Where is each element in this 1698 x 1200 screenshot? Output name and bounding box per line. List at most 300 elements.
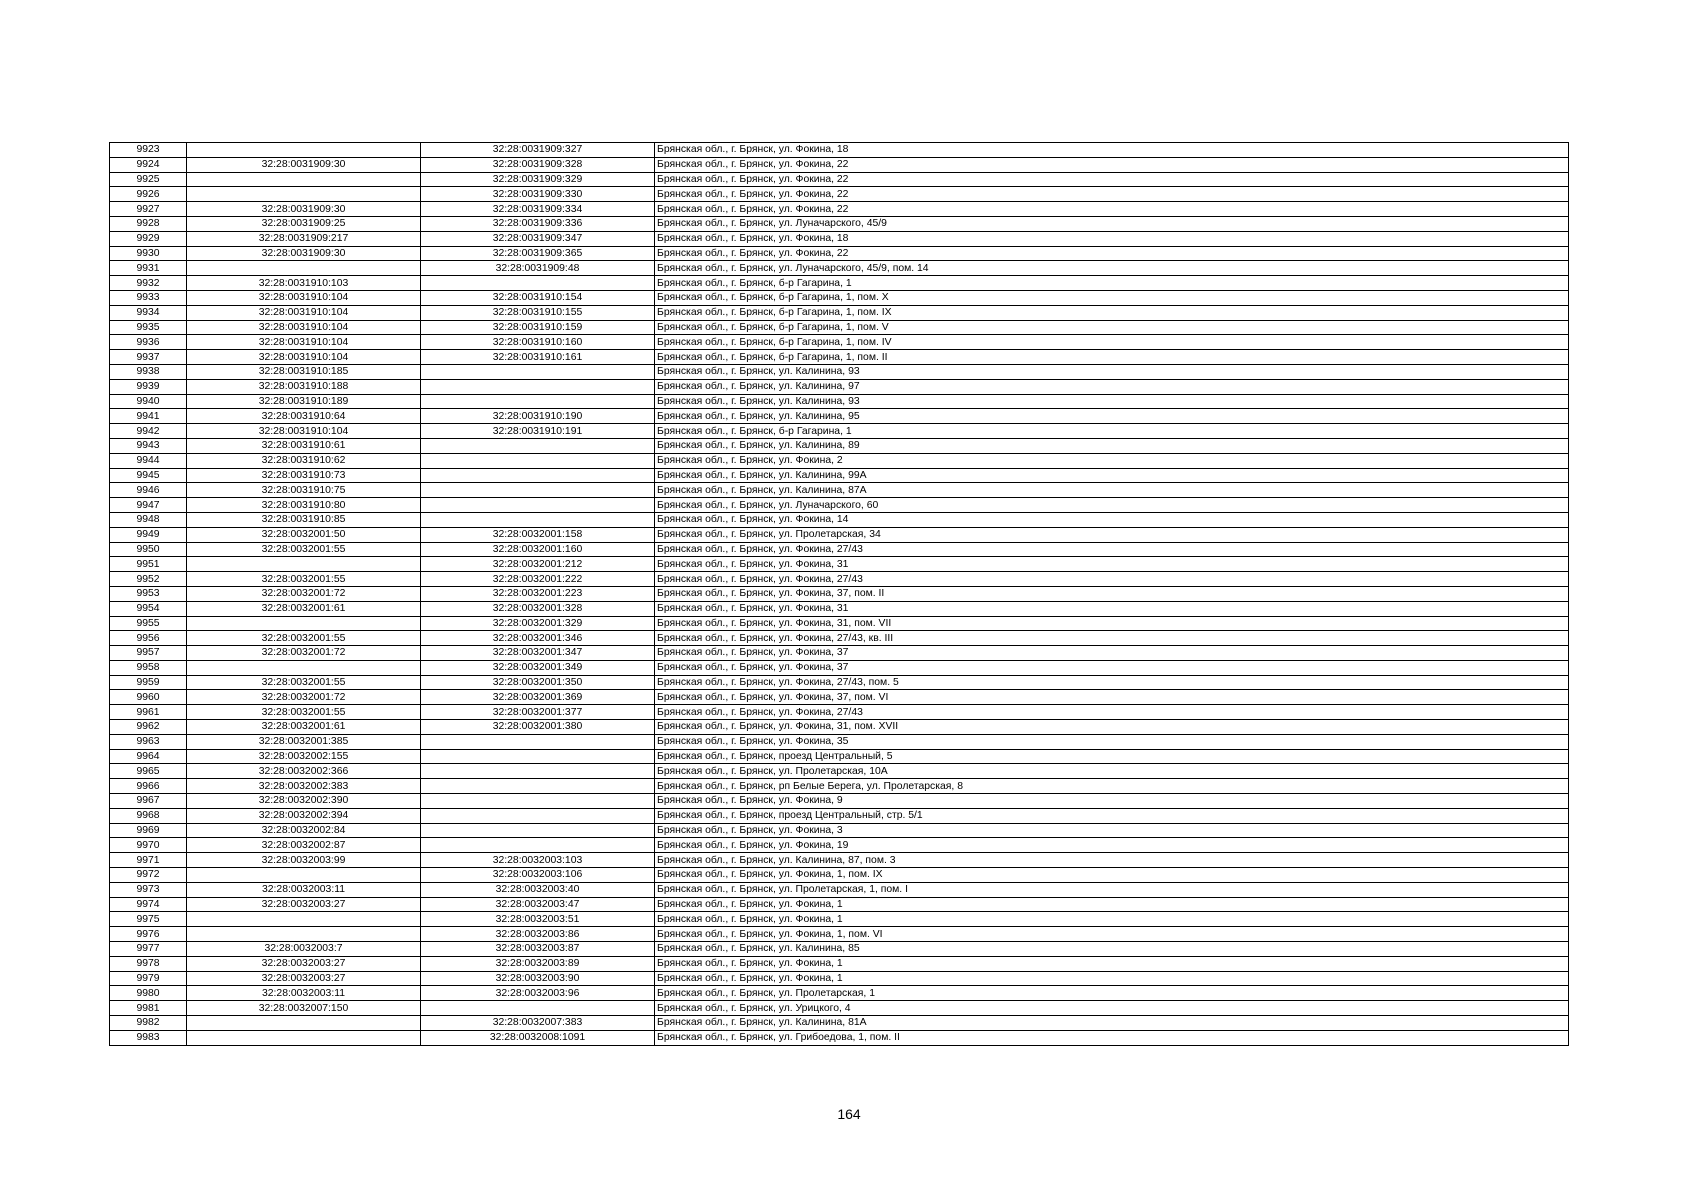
parcel-number-cell: 32:28:0032002:383 (187, 779, 421, 794)
table-row (110, 483, 1569, 498)
table-row (110, 350, 1569, 365)
address-cell: Брянская обл., г. Брянск, ул. Фокина, 31 (655, 557, 1569, 572)
table-row (110, 379, 1569, 394)
table-row (110, 675, 1569, 690)
row-number-cell: 9982 (110, 1016, 187, 1031)
address-cell: Брянская обл., г. Брянск, проезд Центральный, стр. 5/1 (655, 808, 1569, 823)
row-number-cell: 9955 (110, 616, 187, 631)
address-cell: Брянская обл., г. Брянск, ул. Фокина, 31, пом. XVII (655, 720, 1569, 735)
address-cell: Брянская обл., г. Брянск, ул. Фокина, 37, пом. VI (655, 690, 1569, 705)
address-cell: Брянская обл., г. Брянск, ул. Пролетарская, 1 (655, 986, 1569, 1001)
parcel-number-cell: 32:28:0032003:27 (187, 897, 421, 912)
row-number-cell: 9969 (110, 823, 187, 838)
object-number-cell: 32:28:0032001:223 (421, 586, 655, 601)
address-cell: Брянская обл., г. Брянск, ул. Фокина, 22 (655, 246, 1569, 261)
row-number-cell: 9976 (110, 927, 187, 942)
row-number-cell: 9972 (110, 868, 187, 883)
address-cell: Брянская обл., г. Брянск, ул. Луначарского, 60 (655, 498, 1569, 513)
row-number-cell: 9968 (110, 808, 187, 823)
row-number-cell: 9971 (110, 853, 187, 868)
address-cell: Брянская обл., г. Брянск, ул. Фокина, 18 (655, 143, 1569, 158)
address-cell: Брянская обл., г. Брянск, ул. Фокина, 22 (655, 202, 1569, 217)
object-number-cell (421, 838, 655, 853)
object-number-cell (421, 779, 655, 794)
parcel-number-cell (187, 557, 421, 572)
parcel-number-cell: 32:28:0031909:25 (187, 216, 421, 231)
object-number-cell (421, 394, 655, 409)
parcel-number-cell: 32:28:0032007:150 (187, 1001, 421, 1016)
table-row (110, 409, 1569, 424)
object-number-cell (421, 379, 655, 394)
parcel-number-cell: 32:28:0032001:55 (187, 705, 421, 720)
object-number-cell (421, 276, 655, 291)
object-number-cell (421, 483, 655, 498)
object-number-cell (421, 453, 655, 468)
parcel-number-cell: 32:28:0031910:104 (187, 424, 421, 439)
row-number-cell: 9951 (110, 557, 187, 572)
row-number-cell: 9939 (110, 379, 187, 394)
parcel-number-cell: 32:28:0031909:30 (187, 246, 421, 261)
object-number-cell: 32:28:0032003:90 (421, 971, 655, 986)
table-row (110, 823, 1569, 838)
table-row (110, 157, 1569, 172)
address-cell: Брянская обл., г. Брянск, рп Белые Берега, ул. Пролетарская, 8 (655, 779, 1569, 794)
address-cell: Брянская обл., г. Брянск, ул. Фокина, 1, пом. VI (655, 927, 1569, 942)
row-number-cell: 9928 (110, 216, 187, 231)
object-number-cell: 32:28:0032001:160 (421, 542, 655, 557)
address-cell: Брянская обл., г. Брянск, ул. Луначарского, 45/9, пом. 14 (655, 261, 1569, 276)
parcel-number-cell: 32:28:0031910:80 (187, 498, 421, 513)
parcel-number-cell (187, 143, 421, 158)
address-cell: Брянская обл., г. Брянск, б-р Гагарина, 1, пом. V (655, 320, 1569, 335)
table-row (110, 897, 1569, 912)
parcel-number-cell: 32:28:0031909:30 (187, 202, 421, 217)
object-number-cell (421, 438, 655, 453)
table-row (110, 601, 1569, 616)
registry-table-body (110, 143, 1569, 1046)
parcel-number-cell: 32:28:0031910:73 (187, 468, 421, 483)
table-row (110, 453, 1569, 468)
object-number-cell: 32:28:0032003:103 (421, 853, 655, 868)
row-number-cell: 9949 (110, 527, 187, 542)
table-row (110, 231, 1569, 246)
row-number-cell: 9980 (110, 986, 187, 1001)
row-number-cell: 9960 (110, 690, 187, 705)
address-cell: Брянская обл., г. Брянск, ул. Фокина, 2 (655, 453, 1569, 468)
parcel-number-cell: 32:28:0031910:64 (187, 409, 421, 424)
object-number-cell: 32:28:0032001:350 (421, 675, 655, 690)
table-row (110, 424, 1569, 439)
table-row (110, 512, 1569, 527)
object-number-cell: 32:28:0032007:383 (421, 1016, 655, 1031)
address-cell: Брянская обл., г. Брянск, ул. Фокина, 27/43 (655, 705, 1569, 720)
table-row (110, 646, 1569, 661)
address-cell: Брянская обл., г. Брянск, ул. Фокина, 18 (655, 231, 1569, 246)
row-number-cell: 9948 (110, 512, 187, 527)
parcel-number-cell: 32:28:0032001:61 (187, 601, 421, 616)
parcel-number-cell: 32:28:0032001:55 (187, 542, 421, 557)
parcel-number-cell (187, 912, 421, 927)
row-number-cell: 9930 (110, 246, 187, 261)
object-number-cell: 32:28:0031909:336 (421, 216, 655, 231)
row-number-cell: 9981 (110, 1001, 187, 1016)
address-cell: Брянская обл., г. Брянск, ул. Калинина, 93 (655, 364, 1569, 379)
row-number-cell: 9944 (110, 453, 187, 468)
table-row (110, 912, 1569, 927)
object-number-cell: 32:28:0031910:155 (421, 305, 655, 320)
object-number-cell: 32:28:0031910:154 (421, 290, 655, 305)
object-number-cell: 32:28:0031910:160 (421, 335, 655, 350)
parcel-number-cell: 32:28:0031910:185 (187, 364, 421, 379)
parcel-number-cell: 32:28:0032002:394 (187, 808, 421, 823)
parcel-number-cell (187, 1030, 421, 1045)
row-number-cell: 9979 (110, 971, 187, 986)
address-cell: Брянская обл., г. Брянск, ул. Калинина, 81А (655, 1016, 1569, 1031)
row-number-cell: 9967 (110, 794, 187, 809)
parcel-number-cell (187, 927, 421, 942)
table-row (110, 720, 1569, 735)
object-number-cell: 32:28:0032003:40 (421, 882, 655, 897)
object-number-cell: 32:28:0032003:96 (421, 986, 655, 1001)
object-number-cell (421, 734, 655, 749)
address-cell: Брянская обл., г. Брянск, ул. Грибоедова, 1, пом. II (655, 1030, 1569, 1045)
parcel-number-cell: 32:28:0031910:61 (187, 438, 421, 453)
row-number-cell: 9963 (110, 734, 187, 749)
table-row (110, 542, 1569, 557)
address-cell: Брянская обл., г. Брянск, б-р Гагарина, 1, пом. II (655, 350, 1569, 365)
table-row (110, 808, 1569, 823)
object-number-cell: 32:28:0031910:191 (421, 424, 655, 439)
page-number: 164 (837, 1106, 861, 1122)
address-cell: Брянская обл., г. Брянск, ул. Фокина, 37 (655, 660, 1569, 675)
parcel-number-cell: 32:28:0032002:155 (187, 749, 421, 764)
object-number-cell: 32:28:0032001:212 (421, 557, 655, 572)
row-number-cell: 9943 (110, 438, 187, 453)
parcel-number-cell: 32:28:0032001:55 (187, 572, 421, 587)
registry-table (109, 142, 1569, 1046)
parcel-number-cell: 32:28:0032002:84 (187, 823, 421, 838)
row-number-cell: 9952 (110, 572, 187, 587)
address-cell: Брянская обл., г. Брянск, ул. Калинина, 89 (655, 438, 1569, 453)
row-number-cell: 9935 (110, 320, 187, 335)
address-cell: Брянская обл., г. Брянск, ул. Фокина, 27/43 (655, 572, 1569, 587)
table-row (110, 868, 1569, 883)
address-cell: Брянская обл., г. Брянск, ул. Фокина, 22 (655, 187, 1569, 202)
address-cell: Брянская обл., г. Брянск, ул. Фокина, 37 (655, 646, 1569, 661)
object-number-cell: 32:28:0031909:347 (421, 231, 655, 246)
row-number-cell: 9936 (110, 335, 187, 350)
address-cell: Брянская обл., г. Брянск, ул. Фокина, 19 (655, 838, 1569, 853)
object-number-cell: 32:28:0031910:159 (421, 320, 655, 335)
parcel-number-cell (187, 868, 421, 883)
parcel-number-cell: 32:28:0032001:50 (187, 527, 421, 542)
parcel-number-cell: 32:28:0032003:27 (187, 971, 421, 986)
parcel-number-cell: 32:28:0032002:87 (187, 838, 421, 853)
parcel-number-cell: 32:28:0032003:99 (187, 853, 421, 868)
row-number-cell: 9953 (110, 586, 187, 601)
parcel-number-cell: 32:28:0031910:188 (187, 379, 421, 394)
row-number-cell: 9937 (110, 350, 187, 365)
row-number-cell: 9977 (110, 942, 187, 957)
object-number-cell: 32:28:0032001:377 (421, 705, 655, 720)
row-number-cell: 9927 (110, 202, 187, 217)
table-row (110, 364, 1569, 379)
parcel-number-cell: 32:28:0032003:11 (187, 882, 421, 897)
table-row (110, 1001, 1569, 1016)
object-number-cell: 32:28:0032003:106 (421, 868, 655, 883)
address-cell: Брянская обл., г. Брянск, ул. Фокина, 27/43, кв. III (655, 631, 1569, 646)
table-row (110, 853, 1569, 868)
object-number-cell: 32:28:0031909:48 (421, 261, 655, 276)
parcel-number-cell (187, 616, 421, 631)
address-cell: Брянская обл., г. Брянск, ул. Фокина, 1 (655, 971, 1569, 986)
address-cell: Брянская обл., г. Брянск, ул. Фокина, 35 (655, 734, 1569, 749)
address-cell: Брянская обл., г. Брянск, б-р Гагарина, 1, пом. X (655, 290, 1569, 305)
object-number-cell: 32:28:0032008:1091 (421, 1030, 655, 1045)
parcel-number-cell: 32:28:0032001:72 (187, 646, 421, 661)
address-cell: Брянская обл., г. Брянск, ул. Калинина, 87А (655, 483, 1569, 498)
address-cell: Брянская обл., г. Брянск, ул. Фокина, 27/43, пом. 5 (655, 675, 1569, 690)
table-row (110, 586, 1569, 601)
address-cell: Брянская обл., г. Брянск, б-р Гагарина, 1 (655, 424, 1569, 439)
address-cell: Брянская обл., г. Брянск, ул. Фокина, 22 (655, 157, 1569, 172)
row-number-cell: 9932 (110, 276, 187, 291)
row-number-cell: 9954 (110, 601, 187, 616)
object-number-cell (421, 468, 655, 483)
row-number-cell: 9964 (110, 749, 187, 764)
table-row (110, 498, 1569, 513)
object-number-cell: 32:28:0031909:328 (421, 157, 655, 172)
row-number-cell: 9938 (110, 364, 187, 379)
parcel-number-cell: 32:28:0031910:62 (187, 453, 421, 468)
address-cell: Брянская обл., г. Брянск, ул. Калинина, 93 (655, 394, 1569, 409)
row-number-cell: 9962 (110, 720, 187, 735)
parcel-number-cell (187, 172, 421, 187)
table-row (110, 143, 1569, 158)
parcel-number-cell: 32:28:0031910:103 (187, 276, 421, 291)
object-number-cell: 32:28:0032003:47 (421, 897, 655, 912)
object-number-cell: 32:28:0032001:349 (421, 660, 655, 675)
table-row (110, 572, 1569, 587)
object-number-cell (421, 808, 655, 823)
address-cell: Брянская обл., г. Брянск, ул. Фокина, 27/43 (655, 542, 1569, 557)
table-row (110, 394, 1569, 409)
row-number-cell: 9923 (110, 143, 187, 158)
object-number-cell: 32:28:0032001:380 (421, 720, 655, 735)
parcel-number-cell: 32:28:0032001:55 (187, 631, 421, 646)
object-number-cell: 32:28:0032001:222 (421, 572, 655, 587)
row-number-cell: 9942 (110, 424, 187, 439)
object-number-cell: 32:28:0032003:89 (421, 956, 655, 971)
address-cell: Брянская обл., г. Брянск, ул. Фокина, 1, пом. IX (655, 868, 1569, 883)
row-number-cell: 9956 (110, 631, 187, 646)
parcel-number-cell (187, 660, 421, 675)
parcel-number-cell: 32:28:0032003:7 (187, 942, 421, 957)
table-row (110, 216, 1569, 231)
row-number-cell: 9934 (110, 305, 187, 320)
row-number-cell: 9947 (110, 498, 187, 513)
table-row (110, 794, 1569, 809)
object-number-cell: 32:28:0032001:328 (421, 601, 655, 616)
address-cell: Брянская обл., г. Брянск, ул. Калинина, 95 (655, 409, 1569, 424)
table-row (110, 468, 1569, 483)
table-row (110, 616, 1569, 631)
parcel-number-cell (187, 261, 421, 276)
parcel-number-cell: 32:28:0031910:104 (187, 335, 421, 350)
address-cell: Брянская обл., г. Брянск, ул. Пролетарская, 10А (655, 764, 1569, 779)
table-row (110, 438, 1569, 453)
object-number-cell (421, 764, 655, 779)
parcel-number-cell: 32:28:0031910:85 (187, 512, 421, 527)
table-row (110, 557, 1569, 572)
object-number-cell: 32:28:0031909:327 (421, 143, 655, 158)
row-number-cell: 9931 (110, 261, 187, 276)
table-row (110, 705, 1569, 720)
object-number-cell: 32:28:0032003:86 (421, 927, 655, 942)
parcel-number-cell (187, 187, 421, 202)
table-row (110, 764, 1569, 779)
row-number-cell: 9961 (110, 705, 187, 720)
table-row (110, 246, 1569, 261)
parcel-number-cell: 32:28:0032001:55 (187, 675, 421, 690)
row-number-cell: 9957 (110, 646, 187, 661)
table-row (110, 172, 1569, 187)
parcel-number-cell: 32:28:0031910:75 (187, 483, 421, 498)
parcel-number-cell: 32:28:0032002:366 (187, 764, 421, 779)
row-number-cell: 9925 (110, 172, 187, 187)
row-number-cell: 9959 (110, 675, 187, 690)
address-cell: Брянская обл., г. Брянск, б-р Гагарина, 1, пом. IV (655, 335, 1569, 350)
address-cell: Брянская обл., г. Брянск, ул. Луначарского, 45/9 (655, 216, 1569, 231)
object-number-cell (421, 364, 655, 379)
parcel-number-cell: 32:28:0032001:72 (187, 690, 421, 705)
object-number-cell: 32:28:0031909:330 (421, 187, 655, 202)
table-row (110, 690, 1569, 705)
object-number-cell: 32:28:0032001:346 (421, 631, 655, 646)
object-number-cell: 32:28:0032001:329 (421, 616, 655, 631)
table-row (110, 527, 1569, 542)
table-row (110, 927, 1569, 942)
row-number-cell: 9966 (110, 779, 187, 794)
object-number-cell (421, 749, 655, 764)
object-number-cell (421, 823, 655, 838)
address-cell: Брянская обл., г. Брянск, ул. Фокина, 9 (655, 794, 1569, 809)
object-number-cell: 32:28:0031910:161 (421, 350, 655, 365)
row-number-cell: 9950 (110, 542, 187, 557)
address-cell: Брянская обл., г. Брянск, ул. Калинина, 87, пом. 3 (655, 853, 1569, 868)
address-cell: Брянская обл., г. Брянск, б-р Гагарина, 1, пом. IX (655, 305, 1569, 320)
table-row (110, 986, 1569, 1001)
address-cell: Брянская обл., г. Брянск, ул. Фокина, 31, пом. VII (655, 616, 1569, 631)
object-number-cell: 32:28:0032003:87 (421, 942, 655, 957)
address-cell: Брянская обл., г. Брянск, ул. Фокина, 3 (655, 823, 1569, 838)
address-cell: Брянская обл., г. Брянск, ул. Фокина, 1 (655, 897, 1569, 912)
table-row (110, 261, 1569, 276)
address-cell: Брянская обл., г. Брянск, ул. Пролетарская, 34 (655, 527, 1569, 542)
table-row (110, 942, 1569, 957)
parcel-number-cell: 32:28:0032003:11 (187, 986, 421, 1001)
object-number-cell: 32:28:0032001:158 (421, 527, 655, 542)
table-row (110, 779, 1569, 794)
address-cell: Брянская обл., г. Брянск, ул. Фокина, 14 (655, 512, 1569, 527)
table-row (110, 749, 1569, 764)
row-number-cell: 9945 (110, 468, 187, 483)
address-cell: Брянская обл., г. Брянск, ул. Фокина, 1 (655, 912, 1569, 927)
object-number-cell: 32:28:0031909:329 (421, 172, 655, 187)
address-cell: Брянская обл., г. Брянск, ул. Фокина, 22 (655, 172, 1569, 187)
parcel-number-cell: 32:28:0032001:61 (187, 720, 421, 735)
parcel-number-cell: 32:28:0031910:104 (187, 320, 421, 335)
row-number-cell: 9926 (110, 187, 187, 202)
parcel-number-cell: 32:28:0032001:72 (187, 586, 421, 601)
row-number-cell: 9958 (110, 660, 187, 675)
parcel-number-cell (187, 1016, 421, 1031)
row-number-cell: 9975 (110, 912, 187, 927)
address-cell: Брянская обл., г. Брянск, ул. Фокина, 31 (655, 601, 1569, 616)
object-number-cell (421, 794, 655, 809)
table-row (110, 734, 1569, 749)
object-number-cell: 32:28:0031910:190 (421, 409, 655, 424)
row-number-cell: 9946 (110, 483, 187, 498)
table-row (110, 838, 1569, 853)
object-number-cell: 32:28:0031909:334 (421, 202, 655, 217)
table-row (110, 290, 1569, 305)
object-number-cell: 32:28:0032001:369 (421, 690, 655, 705)
row-number-cell: 9941 (110, 409, 187, 424)
row-number-cell: 9970 (110, 838, 187, 853)
table-row (110, 305, 1569, 320)
table-row (110, 882, 1569, 897)
row-number-cell: 9933 (110, 290, 187, 305)
object-number-cell: 32:28:0032001:347 (421, 646, 655, 661)
table-row (110, 202, 1569, 217)
parcel-number-cell: 32:28:0032003:27 (187, 956, 421, 971)
address-cell: Брянская обл., г. Брянск, ул. Урицкого, 4 (655, 1001, 1569, 1016)
table-row (110, 335, 1569, 350)
parcel-number-cell: 32:28:0031910:104 (187, 305, 421, 320)
table-row (110, 1016, 1569, 1031)
object-number-cell (421, 1001, 655, 1016)
row-number-cell: 9965 (110, 764, 187, 779)
address-cell: Брянская обл., г. Брянск, ул. Фокина, 1 (655, 956, 1569, 971)
address-cell: Брянская обл., г. Брянск, ул. Калинина, 97 (655, 379, 1569, 394)
address-cell: Брянская обл., г. Брянск, ул. Пролетарская, 1, пом. I (655, 882, 1569, 897)
parcel-number-cell: 32:28:0031909:30 (187, 157, 421, 172)
address-cell: Брянская обл., г. Брянск, б-р Гагарина, 1 (655, 276, 1569, 291)
table-row (110, 660, 1569, 675)
address-cell: Брянская обл., г. Брянск, проезд Центральный, 5 (655, 749, 1569, 764)
table-row (110, 1030, 1569, 1045)
row-number-cell: 9940 (110, 394, 187, 409)
address-cell: Брянская обл., г. Брянск, ул. Калинина, 99А (655, 468, 1569, 483)
parcel-number-cell: 32:28:0031909:217 (187, 231, 421, 246)
table-row (110, 276, 1569, 291)
table-row (110, 956, 1569, 971)
table-row (110, 187, 1569, 202)
table-row (110, 320, 1569, 335)
row-number-cell: 9924 (110, 157, 187, 172)
parcel-number-cell: 32:28:0032001:385 (187, 734, 421, 749)
object-number-cell: 32:28:0031909:365 (421, 246, 655, 261)
row-number-cell: 9974 (110, 897, 187, 912)
row-number-cell: 9978 (110, 956, 187, 971)
address-cell: Брянская обл., г. Брянск, ул. Фокина, 37, пом. II (655, 586, 1569, 601)
parcel-number-cell: 32:28:0031910:104 (187, 350, 421, 365)
parcel-number-cell: 32:28:0031910:189 (187, 394, 421, 409)
parcel-number-cell: 32:28:0032002:390 (187, 794, 421, 809)
table-row (110, 971, 1569, 986)
object-number-cell (421, 512, 655, 527)
